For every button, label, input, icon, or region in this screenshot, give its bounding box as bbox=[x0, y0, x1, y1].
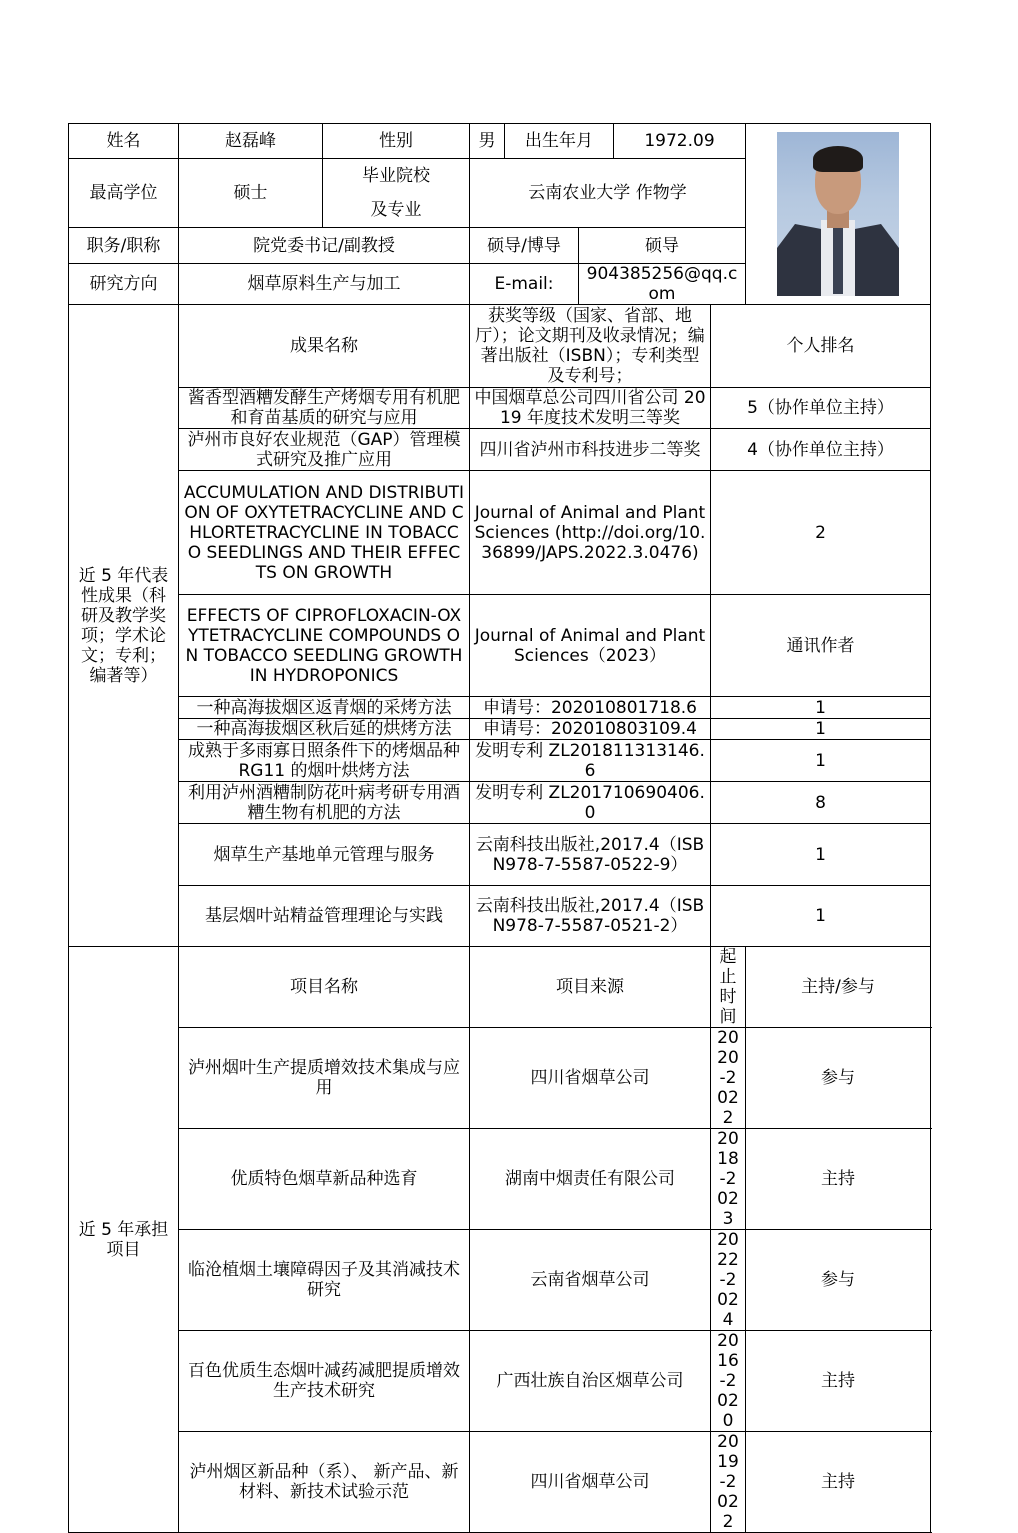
col-project-role: 主持/参与 bbox=[746, 947, 931, 1028]
degree-value: 硕士 bbox=[179, 159, 323, 228]
project-role: 主持 bbox=[746, 1432, 931, 1533]
achievement-name: 烟草生产基地单元管理与服务 bbox=[179, 824, 470, 886]
col-project-source: 项目来源 bbox=[470, 947, 711, 1028]
degree-label: 最高学位 bbox=[69, 159, 179, 228]
achievement-row bbox=[69, 388, 931, 429]
project-period: 2019-2022 bbox=[711, 1432, 746, 1533]
achievement-rank: 1 bbox=[711, 824, 931, 886]
project-role: 主持 bbox=[746, 1129, 931, 1230]
project-period: 2022-2024 bbox=[711, 1230, 746, 1331]
achievement-level: 申请号：202010801718.6 bbox=[470, 697, 711, 719]
birth-value: 1972.09 bbox=[614, 124, 746, 159]
project-source: 云南省烟草公司 bbox=[470, 1230, 711, 1331]
project-name: 泸州烟区新品种（系）、 新产品、新材料、新技术试验示范 bbox=[179, 1432, 470, 1533]
supervisor-value: 硕导 bbox=[579, 228, 746, 264]
row-name bbox=[69, 124, 931, 159]
achievement-row bbox=[69, 782, 931, 824]
project-source: 四川省烟草公司 bbox=[470, 1028, 711, 1129]
achievement-row bbox=[69, 429, 931, 471]
achievement-name: 泸州市良好农业规范（GAP）管理模式研究及推广应用 bbox=[179, 429, 470, 471]
project-name: 优质特色烟草新品种选育 bbox=[179, 1129, 470, 1230]
gender-value: 男 bbox=[470, 124, 505, 159]
project-source: 广西壮族自治区烟草公司 bbox=[470, 1331, 711, 1432]
col-achievement-level: 获奖等级（国家、省部、地厅）；论文期刊及收录情况；编著出版社（ISBN）；专利类型及专利号； bbox=[470, 305, 711, 388]
gender-label: 性别 bbox=[323, 124, 470, 159]
achievement-row bbox=[69, 740, 931, 782]
achievement-rank: 2 bbox=[711, 471, 931, 595]
project-row bbox=[69, 1432, 931, 1533]
achievement-row bbox=[69, 595, 931, 697]
achievement-rank: 1 bbox=[711, 740, 931, 782]
achievement-name: 基层烟叶站精益管理理论与实践 bbox=[179, 886, 470, 947]
achievements-header-row bbox=[69, 305, 931, 388]
achievements-section-label: 近 5 年代表性成果（科研及教学奖项；学术论文；专利；编著等） bbox=[69, 305, 179, 947]
research-value: 烟草原料生产与加工 bbox=[179, 264, 470, 305]
achievement-rank: 1 bbox=[711, 719, 931, 740]
achievement-rank: 通讯作者 bbox=[711, 595, 931, 697]
project-role: 参与 bbox=[746, 1028, 931, 1129]
achievement-name: 成熟于多雨寡日照条件下的烤烟品种 RG11 的烟叶烘烤方法 bbox=[179, 740, 470, 782]
achievement-level: 云南科技出版社,2017.4（ISBN978-7-5587-0521-2） bbox=[470, 886, 711, 947]
col-project-period: 起止时间 bbox=[711, 947, 746, 1028]
project-row bbox=[69, 1331, 931, 1432]
achievement-rank: 1 bbox=[711, 886, 931, 947]
achievement-name: 利用泸州酒糟制防花叶病考研专用酒糟生物有机肥的方法 bbox=[179, 782, 470, 824]
achievement-level: 四川省泸州市科技进步二等奖 bbox=[470, 429, 711, 471]
project-name: 临沧植烟土壤障碍因子及其消减技术研究 bbox=[179, 1230, 470, 1331]
project-row bbox=[69, 1129, 931, 1230]
col-personal-rank: 个人排名 bbox=[711, 305, 931, 388]
project-period: 2016-2020 bbox=[711, 1331, 746, 1432]
achievement-row bbox=[69, 824, 931, 886]
profile-form bbox=[68, 123, 930, 1533]
supervisor-label: 硕导/博导 bbox=[470, 228, 579, 264]
project-period: 2018-2023 bbox=[711, 1129, 746, 1230]
portrait-photo bbox=[777, 132, 899, 296]
school-value: 云南农业大学 作物学 bbox=[470, 159, 746, 228]
achievement-level: 发明专利 ZL201811313146.6 bbox=[470, 740, 711, 782]
birth-label: 出生年月 bbox=[505, 124, 614, 159]
school-label bbox=[323, 159, 470, 228]
achievement-name: 酱香型酒糟发酵生产烤烟专用有机肥和育苗基质的研究与应用 bbox=[179, 388, 470, 429]
email-label: E-mail: bbox=[470, 264, 579, 305]
project-name: 百色优质生态烟叶减药减肥提质增效生产技术研究 bbox=[179, 1331, 470, 1432]
school-label-line2: 及专业 bbox=[370, 200, 422, 220]
achievement-level: Journal of Animal and Plant Sciences（2023） bbox=[470, 595, 711, 697]
achievement-rank: 4（协作单位主持） bbox=[711, 429, 931, 471]
achievement-level: Journal of Animal and Plant Sciences (http://doi.org/10.36899/JAPS.2022.3.0476) bbox=[470, 471, 711, 595]
project-role: 参与 bbox=[746, 1230, 931, 1331]
project-row bbox=[69, 1028, 931, 1129]
achievement-name: 一种高海拔烟区返青烟的采烤方法 bbox=[179, 697, 470, 719]
photo-cell bbox=[746, 124, 931, 305]
email-value: 904385256@qq.com bbox=[579, 264, 746, 305]
project-period: 2020-2022 bbox=[711, 1028, 746, 1129]
achievement-rank: 1 bbox=[711, 697, 931, 719]
achievement-row bbox=[69, 719, 931, 740]
project-name: 泸州烟叶生产提质增效技术集成与应用 bbox=[179, 1028, 470, 1129]
achievement-level: 发明专利 ZL201710690406.0 bbox=[470, 782, 711, 824]
achievement-row bbox=[69, 886, 931, 947]
project-row bbox=[69, 1230, 931, 1331]
project-source: 湖南中烟责任有限公司 bbox=[470, 1129, 711, 1230]
name-label: 姓名 bbox=[69, 124, 179, 159]
col-achievement-name: 成果名称 bbox=[179, 305, 470, 388]
name-value: 赵磊峰 bbox=[179, 124, 323, 159]
achievement-name: 一种高海拔烟区秋后延的烘烤方法 bbox=[179, 719, 470, 740]
achievement-level: 申请号：202010803109.4 bbox=[470, 719, 711, 740]
achievement-level: 云南科技出版社,2017.4（ISBN978-7-5587-0522-9） bbox=[470, 824, 711, 886]
project-role: 主持 bbox=[746, 1331, 931, 1432]
title-value: 院党委书记/副教授 bbox=[179, 228, 470, 264]
achievement-row bbox=[69, 697, 931, 719]
achievement-rank: 5（协作单位主持） bbox=[711, 388, 931, 429]
projects-section-label: 近 5 年承担项目 bbox=[69, 947, 179, 1533]
project-source: 四川省烟草公司 bbox=[470, 1432, 711, 1533]
achievement-row bbox=[69, 471, 931, 595]
achievement-level: 中国烟草总公司四川省公司 2019 年度技术发明三等奖 bbox=[470, 388, 711, 429]
projects-header-row bbox=[69, 947, 931, 1028]
achievement-name: EFFECTS OF CIPROFLOXACIN-OXYTETRACYCLINE COMPOUNDS ON TOBACCO SEEDLING GROWTH IN HYDROPONICS bbox=[179, 595, 470, 697]
research-label: 研究方向 bbox=[69, 264, 179, 305]
achievement-rank: 8 bbox=[711, 782, 931, 824]
profile-table bbox=[68, 123, 931, 1533]
school-label-line1: 毕业院校 bbox=[362, 166, 430, 186]
title-label: 职务/职称 bbox=[69, 228, 179, 264]
col-project-name: 项目名称 bbox=[179, 947, 470, 1028]
achievement-name: ACCUMULATION AND DISTRIBUTION OF OXYTETRACYCLINE AND CHLORTETRACYCLINE IN TOBACCO SEEDLINGS AND THEIR EFFECTS ON GROWTH bbox=[179, 471, 470, 595]
